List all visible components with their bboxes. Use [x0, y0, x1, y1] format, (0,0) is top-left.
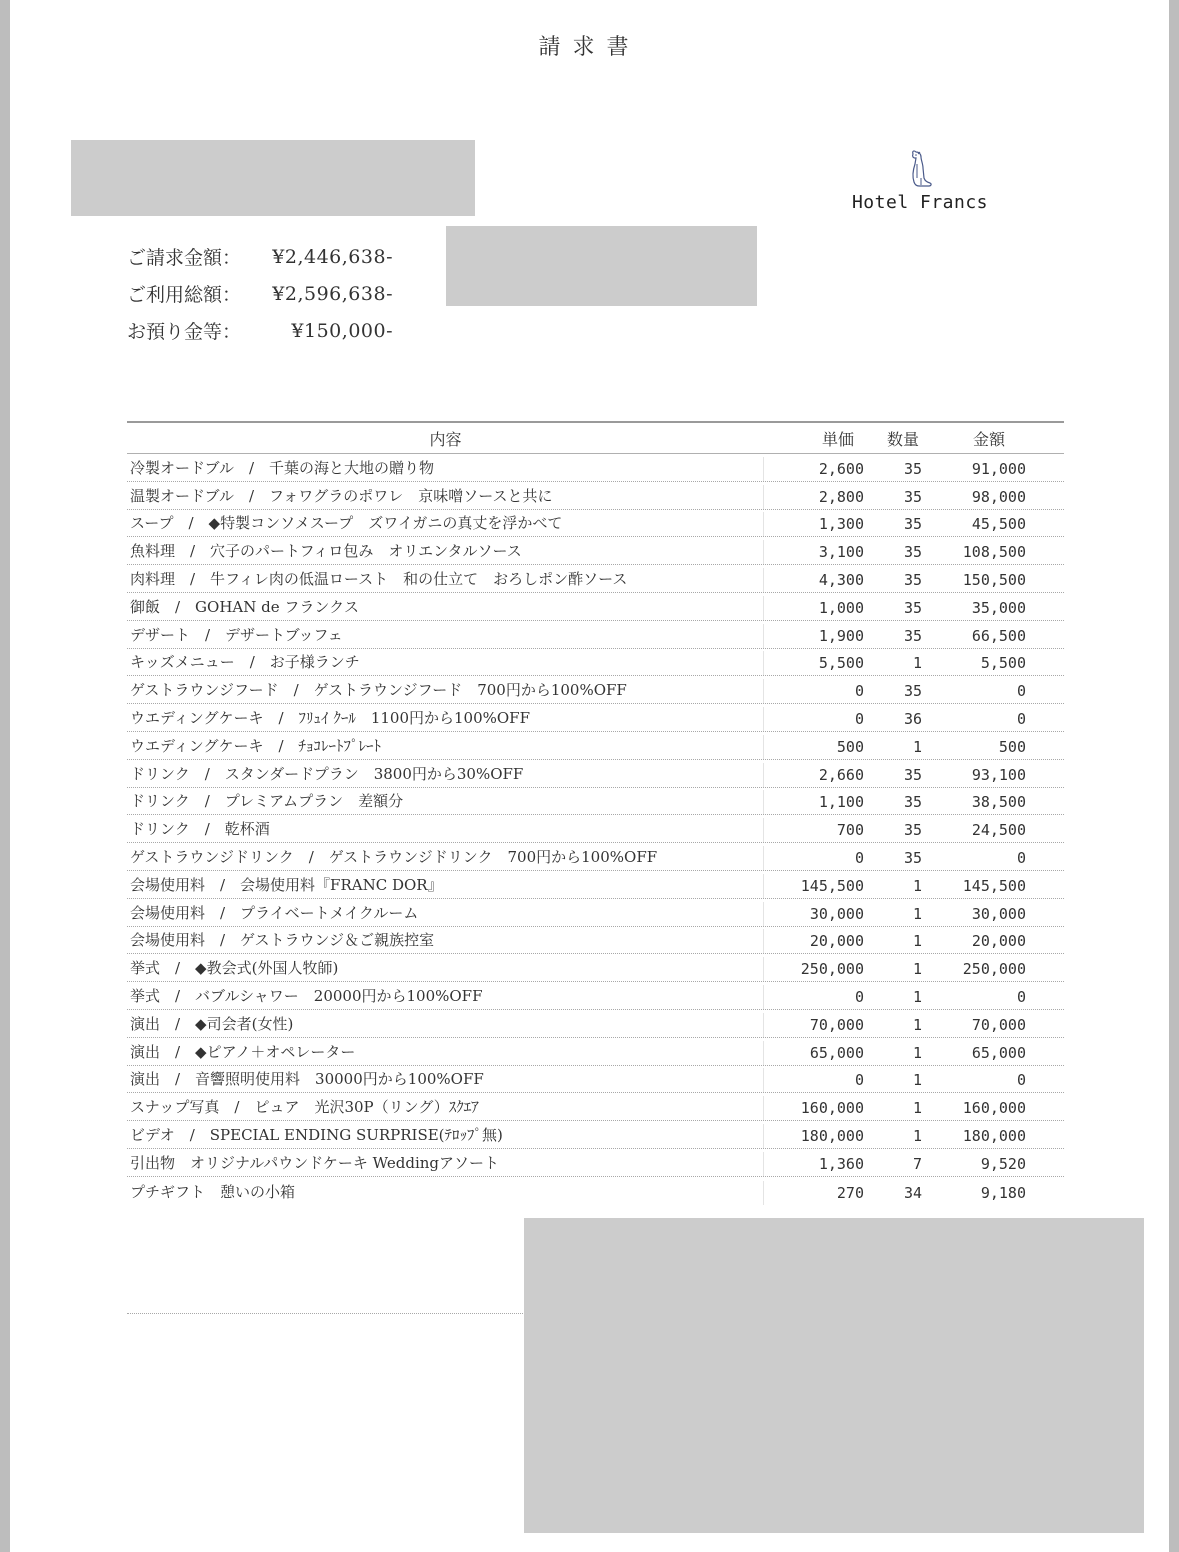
- header-quantity: 数量: [886, 429, 919, 449]
- cell-amount: 5,500: [980, 654, 1026, 673]
- table-row: [127, 510, 1064, 538]
- cell-description: デザート / デザートブッフェ: [127, 624, 764, 648]
- cell-description: 挙式 / ◆教会式(外国人牧師): [127, 957, 764, 981]
- cell-quantity: 1: [912, 1043, 922, 1062]
- table-row: [127, 621, 1064, 649]
- cell-quantity: 1: [912, 1015, 922, 1034]
- cell-amount: 9,180: [980, 1183, 1026, 1202]
- cell-unit-price: 65,000: [809, 1043, 864, 1062]
- cell-unit-price: 180,000: [800, 1126, 864, 1145]
- header-description: 内容: [429, 429, 462, 449]
- table-header: [127, 421, 1064, 454]
- cell-unit-price: 70,000: [809, 1015, 864, 1034]
- summary-row: [127, 238, 393, 275]
- cell-amount: 500: [998, 737, 1026, 756]
- cell-unit-price: 700: [836, 821, 864, 840]
- table-row: [127, 1149, 1064, 1177]
- table-row: [127, 649, 1064, 677]
- redacted-footer-block: [524, 1218, 1144, 1533]
- cell-description: 引出物 オリジナルパウンドケーキ Weddingアソート: [127, 1152, 764, 1176]
- cell-unit-price: 1,900: [818, 626, 864, 645]
- summary-label: ご請求金額：: [127, 247, 242, 269]
- cell-unit-price: 0: [854, 987, 864, 1006]
- cell-amount: 35,000: [971, 598, 1026, 617]
- summary-row: [127, 312, 393, 349]
- cell-description: 温製オードブル / フォワグラのポワレ 京味噌ソースと共に: [127, 485, 764, 509]
- cell-amount: 66,500: [971, 626, 1026, 645]
- cell-amount: 38,500: [971, 793, 1026, 812]
- document-title: 請求書: [538, 35, 641, 60]
- cell-quantity: 35: [903, 682, 922, 701]
- cell-quantity: 35: [903, 515, 922, 534]
- cell-quantity: 7: [912, 1154, 922, 1173]
- cell-unit-price: 160,000: [800, 1099, 864, 1118]
- table-row: [127, 704, 1064, 732]
- cell-amount: 93,100: [971, 765, 1026, 784]
- cell-unit-price: 3,100: [818, 543, 864, 562]
- cell-unit-price: 145,500: [800, 876, 864, 895]
- cell-amount: 160,000: [962, 1099, 1026, 1118]
- cell-amount: 145,500: [962, 876, 1026, 895]
- cell-description: 会場使用料 / ゲストラウンジ＆ご親族控室: [127, 929, 764, 953]
- cell-unit-price: 0: [854, 709, 864, 728]
- cell-quantity: 35: [903, 570, 922, 589]
- cell-amount: 9,520: [980, 1154, 1026, 1173]
- table-row: [127, 676, 1064, 704]
- table-row: [127, 871, 1064, 899]
- cell-unit-price: 0: [854, 682, 864, 701]
- cell-amount: 0: [1016, 1071, 1026, 1090]
- cell-quantity: 1: [912, 987, 922, 1006]
- cell-amount: 91,000: [971, 459, 1026, 478]
- cell-amount: 0: [1016, 682, 1026, 701]
- cell-quantity: 1: [912, 1126, 922, 1145]
- table-row: [127, 732, 1064, 760]
- cell-description: ドリンク / プレミアムプラン 差額分: [127, 790, 764, 814]
- cell-quantity: 35: [903, 459, 922, 478]
- cell-amount: 108,500: [962, 543, 1026, 562]
- cell-quantity: 35: [903, 821, 922, 840]
- cell-unit-price: 2,600: [818, 459, 864, 478]
- redacted-info-block: [446, 226, 757, 306]
- table-row: [127, 454, 1064, 482]
- table-row: [127, 1093, 1064, 1121]
- cell-unit-price: 270: [836, 1183, 864, 1202]
- cell-quantity: 1: [912, 737, 922, 756]
- cell-quantity: 34: [903, 1183, 922, 1202]
- header-unit-price: 単価: [821, 429, 854, 449]
- cell-description: キッズメニュー / お子様ランチ: [127, 651, 764, 675]
- table-row: [127, 927, 1064, 955]
- cell-description: 挙式 / バブルシャワー 20000円から100%OFF: [127, 985, 764, 1009]
- cell-amount: 0: [1016, 987, 1026, 1006]
- cell-description: 肉料理 / 牛フィレ肉の低温ロースト 和の仕立て おろしポン酢ソース: [127, 568, 764, 592]
- cell-amount: 0: [1016, 848, 1026, 867]
- cell-description: ウエディングケーキ / ﾁｮｺﾚｰﾄﾌﾟﾚｰﾄ: [127, 735, 764, 759]
- cell-description: 御飯 / GOHAN de フランクス: [127, 596, 764, 620]
- cell-description: 冷製オードブル / 千葉の海と大地の贈り物: [127, 457, 764, 481]
- table-row: [127, 537, 1064, 565]
- table-row: [127, 1066, 1064, 1094]
- divider: [127, 1313, 537, 1314]
- summary-value: ¥2,446,638-: [272, 245, 393, 268]
- cell-amount: 250,000: [962, 960, 1026, 979]
- cell-unit-price: 4,300: [818, 570, 864, 589]
- table-row: [127, 843, 1064, 871]
- cell-description: 演出 / ◆ピアノ＋オペレーター: [127, 1041, 764, 1065]
- cell-unit-price: 1,300: [818, 515, 864, 534]
- cell-description: ゲストラウンジフード / ゲストラウンジフード 700円から100%OFF: [127, 679, 764, 703]
- table-row: [127, 1010, 1064, 1038]
- cell-unit-price: 5,500: [818, 654, 864, 673]
- cell-quantity: 35: [903, 765, 922, 784]
- cell-quantity: 35: [903, 848, 922, 867]
- summary-label: ご利用総額：: [127, 284, 242, 306]
- cell-unit-price: 20,000: [809, 932, 864, 951]
- cell-quantity: 35: [903, 543, 922, 562]
- redacted-recipient-block: [71, 140, 475, 216]
- cell-description: ゲストラウンジドリンク / ゲストラウンジドリンク 700円から100%OFF: [127, 846, 764, 870]
- cell-quantity: 1: [912, 1099, 922, 1118]
- cell-amount: 150,500: [962, 570, 1026, 589]
- dog-icon: [903, 148, 937, 190]
- table-row: [127, 815, 1064, 843]
- cell-description: プチギフト 憩いの小箱: [127, 1181, 764, 1205]
- cell-description: 演出 / 音響照明使用料 30000円から100%OFF: [127, 1068, 764, 1092]
- cell-quantity: 1: [912, 876, 922, 895]
- cell-unit-price: 0: [854, 848, 864, 867]
- invoice-table: [127, 421, 1064, 1205]
- table-body: [127, 454, 1064, 1205]
- cell-description: ドリンク / スタンダードプラン 3800円から30%OFF: [127, 763, 764, 787]
- table-row: [127, 482, 1064, 510]
- cell-description: スナップ写真 / ピュア 光沢30P（リング）ｽｸｴｱ: [127, 1096, 764, 1120]
- cell-unit-price: 1,100: [818, 793, 864, 812]
- cell-unit-price: 1,360: [818, 1154, 864, 1173]
- cell-quantity: 1: [912, 1071, 922, 1090]
- cell-quantity: 35: [903, 598, 922, 617]
- cell-quantity: 1: [912, 904, 922, 923]
- cell-description: ドリンク / 乾杯酒: [127, 818, 764, 842]
- cell-quantity: 35: [903, 626, 922, 645]
- cell-unit-price: 500: [836, 737, 864, 756]
- cell-unit-price: 2,660: [818, 765, 864, 784]
- cell-amount: 180,000: [962, 1126, 1026, 1145]
- cell-description: 演出 / ◆司会者(女性): [127, 1013, 764, 1037]
- hotel-logo: [850, 148, 990, 213]
- cell-amount: 45,500: [971, 515, 1026, 534]
- cell-description: ウエディングケーキ / ﾌﾘｭｲ ｸｰﾙ 1100円から100%OFF: [127, 707, 764, 731]
- invoice-page: [10, 0, 1169, 1552]
- cell-amount: 20,000: [971, 932, 1026, 951]
- cell-unit-price: 2,800: [818, 487, 864, 506]
- summary-block: [127, 238, 393, 349]
- cell-quantity: 1: [912, 654, 922, 673]
- cell-unit-price: 1,000: [818, 598, 864, 617]
- cell-description: 魚料理 / 穴子のパートフィロ包み オリエンタルソース: [127, 540, 764, 564]
- summary-row: [127, 275, 393, 312]
- summary-value: ¥150,000-: [291, 319, 393, 342]
- cell-amount: 98,000: [971, 487, 1026, 506]
- summary-value: ¥2,596,638-: [272, 282, 393, 305]
- table-row: [127, 954, 1064, 982]
- cell-amount: 24,500: [971, 821, 1026, 840]
- table-row: [127, 788, 1064, 816]
- cell-description: スープ / ◆特製コンソメスープ ズワイガニの真丈を浮かべて: [127, 512, 764, 536]
- cell-quantity: 35: [903, 487, 922, 506]
- cell-description: ビデオ / SPECIAL ENDING SURPRISE(ﾃﾛｯﾌﾟ無): [127, 1124, 764, 1148]
- table-row: [127, 1038, 1064, 1066]
- cell-unit-price: 30,000: [809, 904, 864, 923]
- table-row: [127, 760, 1064, 788]
- cell-description: 会場使用料 / プライベートメイクルーム: [127, 902, 764, 926]
- cell-amount: 0: [1016, 709, 1026, 728]
- cell-unit-price: 250,000: [800, 960, 864, 979]
- cell-amount: 65,000: [971, 1043, 1026, 1062]
- table-row: [127, 593, 1064, 621]
- header-amount: 金額: [972, 429, 1005, 449]
- table-row: [127, 1177, 1064, 1205]
- cell-quantity: 36: [903, 709, 922, 728]
- table-row: [127, 565, 1064, 593]
- summary-label: お預り金等：: [127, 321, 242, 343]
- cell-quantity: 1: [912, 960, 922, 979]
- cell-amount: 30,000: [971, 904, 1026, 923]
- table-row: [127, 899, 1064, 927]
- cell-quantity: 35: [903, 793, 922, 812]
- table-row: [127, 1121, 1064, 1149]
- cell-description: 会場使用料 / 会場使用料『FRANC DOR』: [127, 874, 764, 898]
- cell-quantity: 1: [912, 932, 922, 951]
- cell-amount: 70,000: [971, 1015, 1026, 1034]
- table-row: [127, 982, 1064, 1010]
- cell-unit-price: 0: [854, 1071, 864, 1090]
- hotel-name: Hotel Francs: [851, 192, 989, 213]
